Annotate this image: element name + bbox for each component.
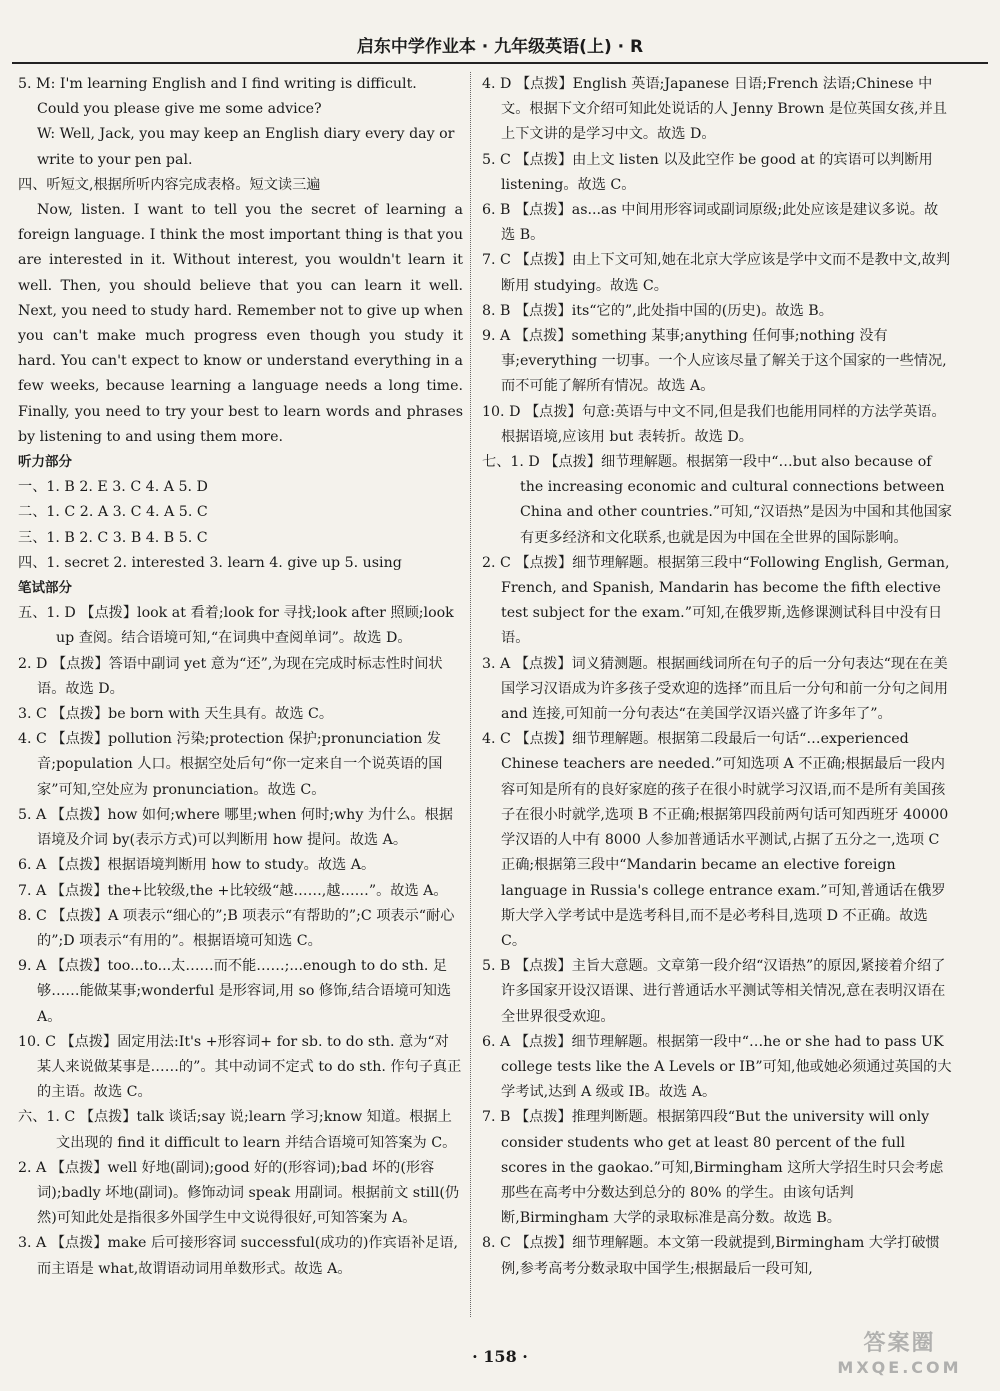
answer-paragraph: 四、听短文,根据所听内容完成表格。短文读三遍	[18, 176, 321, 193]
answer-paragraph: 9. A 【点拨】too...to...太……而不能……;...enough to do sth. 足够……能做某事;wonderful 是形容词,用 so 修饰,结合语境可知选 A。	[18, 958, 452, 1025]
answer-paragraph: 2. C 【点拨】细节理解题。根据第三段中“Following English, German, French, and Spanish, Mandarin has become the fifth elective test subject for the exam.”可知,在俄罗斯,选修课测试科目中没有日语。	[482, 554, 950, 647]
column-divider	[470, 72, 471, 1317]
answer-paragraph: 8. C 【点拨】细节理解题。本文第一段就提到,Birmingham 大学打破惯例,参考高考分数录取中国学生;根据最后一段可知,	[482, 1235, 940, 1277]
answer-paragraph: 2. A 【点拨】well 好地(副词);good 好的(形容词);bad 坏的(形容词);badly 坏地(副词)。修饰动词 speak 用副词。根据前文 still(仍然)可知此处是指很多外国学生中文说得很好,可知答案为 A。	[18, 1159, 460, 1227]
answer-paragraph: 4. C 【点拨】细节理解题。根据第二段最后一句话“…experienced Chinese teachers are needed.”可知选项 A 不正确;根据最后一段内容可知是所有的良好家庭的孩子在很小时就学习汉语,而不是所有美国孩子在很小时就学,选项 B 不正确;根据第四段前两句话可知西班牙 40000 学汉语的人中有 8000 人参加普通话水平测试,占据了五分之一,选项 C 正确;根据第三段中“Mandarin became an elective foreign language in Russia's college entrance exam.”可知,普通话在俄罗斯大学入学考试中是选考科目,而不是必考科目,选项 D 不正确。故选 C。	[482, 731, 949, 949]
left-column	[18, 72, 463, 1282]
answer-paragraph: 7. B 【点拨】推理判断题。根据第四段“But the university will only consider students who get at least 80 percent of the full scores in the gaokao.”可知,Birmingham 这所大学招生时只会考虑那些在高考中分数达到总分的 80% 的学生。由该句话判断,Birmingham 大学的录取标准是高分数。故选 B。	[482, 1109, 944, 1227]
answer-paragraph: 6. B 【点拨】as...as 中间用形容词或副词原级;此处应该是建议多说。故选 B。	[482, 202, 939, 244]
answer-paragraph: 7. C 【点拨】由上下文可知,她在北京大学应该是学中文而不是教中文,故判断用 studying。故选 C。	[482, 252, 951, 294]
answer-paragraph: 5. A 【点拨】how 如何;where 哪里;when 何时;why 为什么。根据语境及介词 by(表示方式)可以判断用 how 提问。故选 A。	[18, 806, 453, 849]
answer-paragraph: 二、1. C 2. A 3. C 4. A 5. C	[18, 504, 208, 521]
answer-paragraph: 10. D 【点拨】句意:英语与中文不同,但是我们也能用同样的方法学英语。根据语境,应该用 but 表转折。故选 D。	[482, 403, 946, 445]
answer-paragraph: 七、1. D 【点拨】细节理解题。根据第一段中“…but also because of the increasing economic and cultural connections between China and other countries.”可知,“汉语热”是因为中国和其他国家有更多经济和文化联系,也就是因为中国在全世界的国际影响。	[482, 454, 952, 546]
answer-paragraph: 五、1. D 【点拨】look at 看着;look for 寻找;look after 照顾;look up 查阅。结合语境可知,“在词典中查阅单词”。故选 D。	[18, 605, 454, 647]
answer-paragraph: 5. C 【点拨】由上文 listen 以及此空作 be good at 的宾语可以判断用 listening。故选 C。	[482, 151, 933, 193]
answer-paragraph: 三、1. B 2. C 3. B 4. B 5. C	[18, 529, 208, 546]
answer-paragraph: 5. M: I'm learning English and I find writing is difficult. Could you please give me some advice?	[18, 76, 417, 118]
answer-paragraph: 笔试部分	[18, 580, 72, 597]
page-number: · 158 ·	[472, 1347, 528, 1366]
answer-paragraph: 一、1. B 2. E 3. C 4. A 5. D	[18, 479, 208, 496]
answer-paragraph: W: Well, Jack, you may keep an English diary every day or write to your pen pal.	[37, 126, 455, 168]
answer-paragraph: 6. A 【点拨】根据语境判断用 how to study。故选 A。	[18, 857, 376, 874]
watermark-url: MXQE.COM	[837, 1358, 962, 1377]
page-title: 启东中学作业本 · 九年级英语(上) · R	[356, 37, 644, 57]
answer-paragraph: 听力部分	[18, 454, 72, 471]
right-column	[482, 72, 952, 1282]
answer-paragraph: 7. A 【点拨】the+比较级,the +比较级“越……,越……”。故选 A。	[18, 882, 448, 899]
answer-paragraph: 3. A 【点拨】make 后可接形容词 successful(成功的)作宾语补足语,而主语是 what,故谓语动词用单数形式。故选 A。	[18, 1235, 459, 1277]
answer-paragraph: 六、1. C 【点拨】talk 谈话;say 说;learn 学习;know 知道。根据上文出现的 find it difficult to learn 并结合语境可知答案为 C。	[18, 1109, 457, 1151]
answer-paragraph: 3. C 【点拨】be born with 天生具有。故选 C。	[18, 706, 334, 723]
answer-paragraph: 四、1. secret 2. interested 3. learn 4. give up 5. using	[18, 554, 402, 571]
answer-paragraph: 5. B 【点拨】主旨大意题。文章第一段介绍“汉语热”的原因,紧接着介绍了许多国家开设汉语课、进行普通话水平测试等相关情况,意在表明汉语在全世界很受欢迎。	[482, 958, 946, 1025]
watermark-logo-text: 答案圈	[863, 1331, 936, 1356]
answer-paragraph: 8. C 【点拨】A 项表示“细心的”;B 项表示“有帮助的”;C 项表示“耐心的”;D 项表示“有用的”。根据语境可知选 C。	[18, 907, 455, 949]
answer-paragraph: 9. A 【点拨】something 某事;anything 任何事;nothing 没有事;everything 一切事。一个人应该尽量了解关于这个国家的一些情况,而不可能了解所有情况。故选 A。	[482, 328, 947, 395]
site-watermark	[817, 1330, 982, 1385]
answer-paragraph: 2. D 【点拨】答语中副词 yet 意为“还”,为现在完成时标志性时间状语。故选 D。	[18, 655, 443, 697]
answer-paragraph: Now, listen. I want to tell you the secret of learning a foreign language. I think the most important thing is that you are interested in it. Without interest, you wouldn't learn it well. Then, you should believe that you can learn it well. Next, you need to study hard. Remember not to give up when you can't make much progress even though you study it hard. You can't expect to know or understand everything in a few weeks, because learning a language needs a long time. Finally, you need to try your best to learn words and phrases by listening to and using them more.	[18, 202, 463, 445]
answer-paragraph: 8. B 【点拨】its“它的”,此处指中国的(历史)。故选 B。	[482, 302, 833, 319]
answer-paragraph: 4. D 【点拨】English 英语;Japanese 日语;French 法语;Chinese 中文。根据下文介绍可知此处说话的人 Jenny Brown 是位英国女孩,并且上下文讲的是学习中文。故选 D。	[482, 76, 947, 143]
answer-paragraph: 6. A 【点拨】细节理解题。根据第一段中“…he or she had to pass UK college tests like the A Levels or IB”可知,他或她必须通过英国的大学考试,达到 A 级或 IB。故选 A。	[482, 1033, 952, 1101]
answer-paragraph: 3. A 【点拨】词义猜测题。根据画线词所在句子的后一分句表达“现在在美国学习汉语成为许多孩子受欢迎的选择”而且后一分句和前一分句之间用 and 连接,可知前一分句表达“在美国学汉语兴盛了许多年了”。	[482, 655, 949, 723]
answer-paragraph: 4. C 【点拨】pollution 污染;protection 保护;pronunciation 发音;population 人口。根据空处后句“你一定来自一个说英语的国家”可知,空处应为 pronunciation。故选 C。	[18, 731, 443, 798]
answer-paragraph: 10. C 【点拨】固定用法:It's +形容词+ for sb. to do sth. 意为“对某人来说做某事是……的”。其中动词不定式 to do sth. 作句子真正的主语。故选 C。	[18, 1033, 462, 1101]
page-header	[12, 28, 988, 64]
